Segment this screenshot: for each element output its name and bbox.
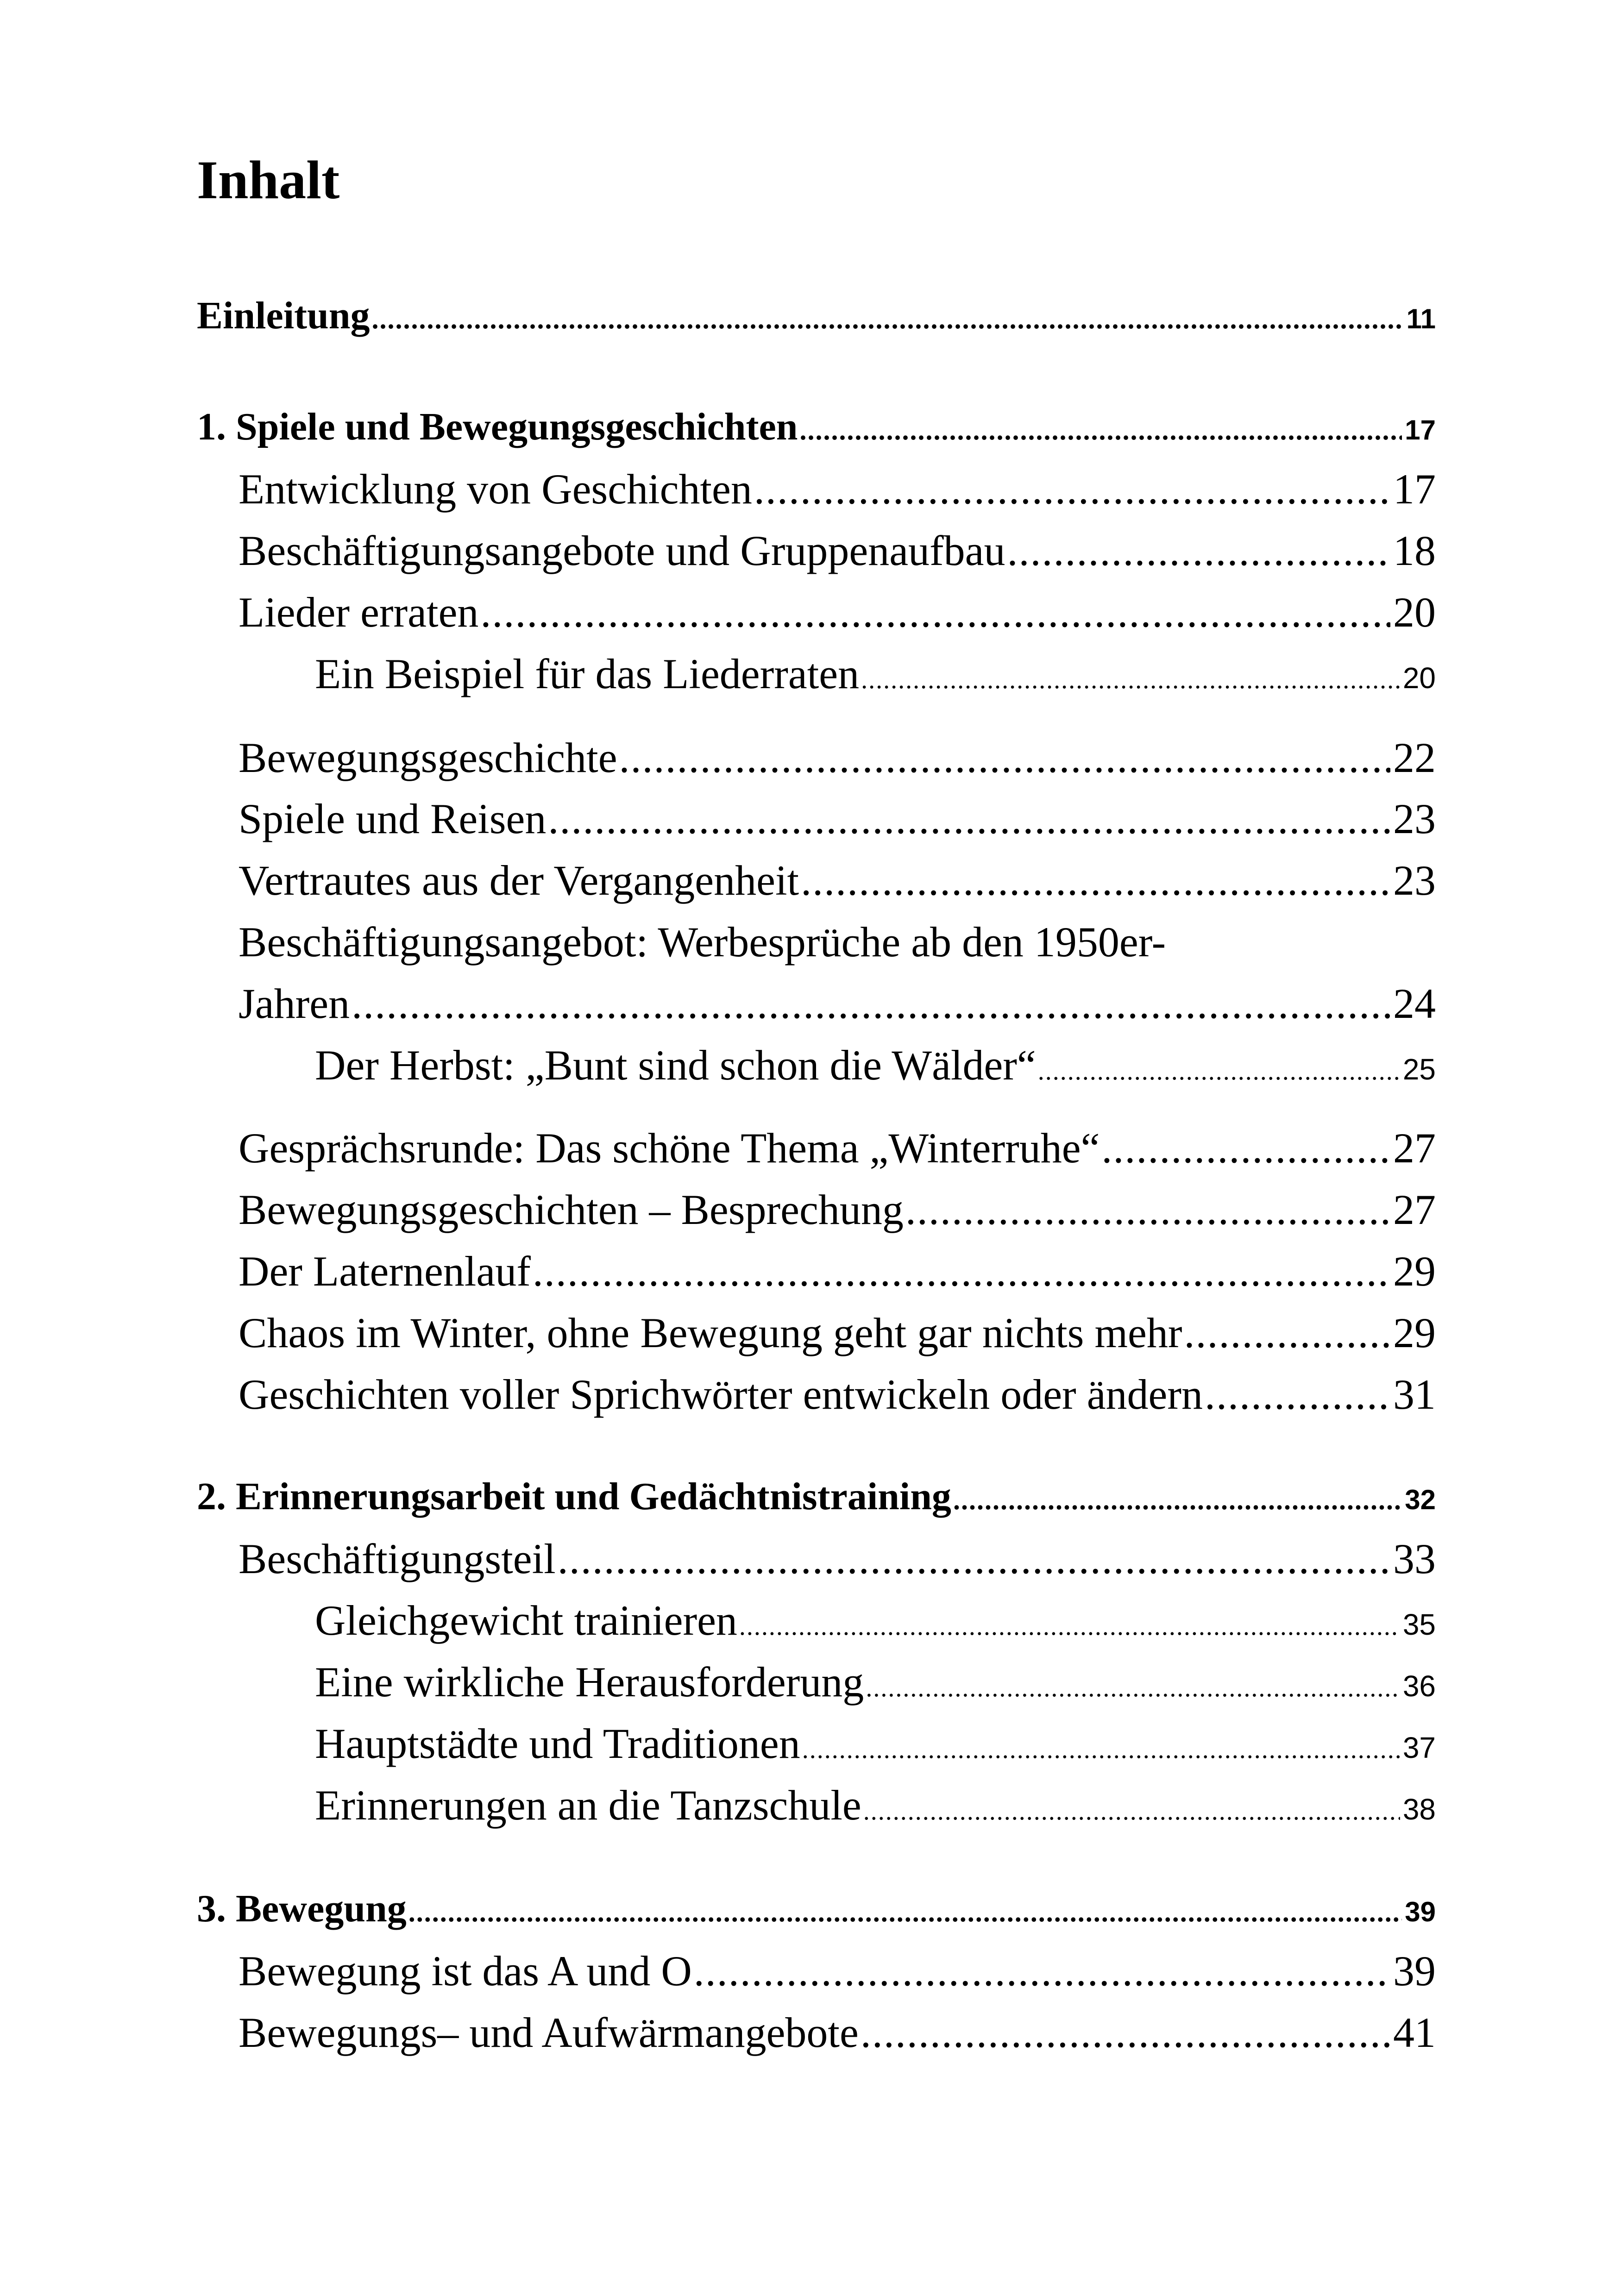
toc-entry[interactable] — [239, 1537, 1436, 1580]
toc-entry-einleitung[interactable] — [197, 296, 1436, 335]
toc-entry-label: Gesprächsrunde: Das schöne Thema „Winterruhe“ — [239, 1124, 1100, 1172]
toc-entry-label: Erinnerungen an die Tanzschule — [315, 1782, 861, 1829]
dot-leader — [754, 468, 1390, 510]
toc-page-number: 27 — [1393, 1124, 1436, 1172]
dot-leader — [861, 2011, 1390, 2054]
toc-subentry[interactable] — [315, 1658, 1436, 1706]
toc-entry-label: Spiele und Reisen — [239, 795, 547, 842]
toc-entry-label: Chaos im Winter, ohne Bewegung geht gar nichts mehr — [239, 1309, 1182, 1356]
toc-entry-label: Lieder erraten — [239, 589, 479, 636]
dot-leader — [408, 1898, 1402, 1926]
toc-entry-label: 1. Spiele und Bewegungsgeschichten — [197, 405, 798, 448]
toc-subentry[interactable] — [315, 1782, 1436, 1829]
toc-entry[interactable] — [239, 1947, 1436, 1995]
toc-entry[interactable] — [239, 1373, 1436, 1416]
dot-leader — [352, 982, 1390, 1025]
toc-entry-label: Bewegungsgeschichten – Besprechung — [239, 1186, 904, 1233]
toc-entry-label: Entwicklung von Geschichten — [239, 465, 752, 513]
toc-entry-label: Bewegung ist das A und O — [239, 1947, 692, 1995]
dot-leader — [548, 797, 1390, 840]
toc-entry[interactable] — [239, 465, 1436, 513]
toc-entry-label: 3. Bewegung — [197, 1887, 407, 1930]
toc-entry-label: Beschäftigungsangebote und Gruppenaufbau — [239, 527, 1005, 574]
dot-leader — [866, 1675, 1400, 1701]
toc-entry[interactable] — [239, 859, 1436, 902]
toc-entry-label-line2: Jahren — [239, 980, 350, 1027]
toc-page-number: 32 — [1405, 1484, 1436, 1515]
toc-entry-label: Ein Beispiel für das Liederraten — [315, 650, 860, 697]
toc-entry-label: Eine wirkliche Herausforderung — [315, 1658, 864, 1706]
dot-leader — [861, 667, 1400, 693]
toc-page-number: 27 — [1393, 1186, 1436, 1233]
dot-leader — [1038, 1058, 1400, 1084]
toc-page-number: 17 — [1405, 414, 1436, 445]
toc-subentry[interactable] — [315, 1041, 1436, 1089]
dot-leader — [371, 305, 1403, 333]
toc-entry-label: Bewegungsgeschichte — [239, 734, 617, 781]
toc-entry-label: Vertrautes aus der Vergangenheit — [239, 857, 799, 904]
toc-page-number: 23 — [1393, 795, 1436, 842]
toc-entry-label: Gleichgewicht trainieren — [315, 1597, 737, 1644]
dot-leader — [533, 1250, 1390, 1292]
toc-page-number: 11 — [1406, 303, 1436, 334]
toc-entry-label: Der Herbst: „Bunt sind schon die Wälder“ — [315, 1041, 1036, 1089]
toc-entry-label: Geschichten voller Sprichwörter entwickeln oder ändern — [239, 1371, 1203, 1418]
toc-page-number: 29 — [1393, 1248, 1436, 1295]
dot-leader — [953, 1486, 1402, 1514]
toc-subentry[interactable] — [315, 1722, 1436, 1765]
toc-entry[interactable] — [239, 1311, 1436, 1354]
toc-page-number: 39 — [1393, 1947, 1436, 1995]
toc-entry-label: Bewegungs– und Aufwärmangebote — [239, 2009, 859, 2056]
toc-page-number: 36 — [1402, 1669, 1436, 1703]
toc-page-number: 37 — [1402, 1731, 1436, 1764]
toc-page-number: 35 — [1402, 1608, 1436, 1641]
toc-entry-label: Einleitung — [197, 294, 370, 337]
toc-page-number: 29 — [1393, 1309, 1436, 1356]
toc-page-number: 20 — [1402, 661, 1436, 695]
toc-subentry[interactable] — [315, 1599, 1436, 1642]
toc-entry-label-line1[interactable]: Beschäftigungsangebot: Werbesprüche ab den 1950er- — [239, 918, 1166, 966]
page-title: Inhalt — [197, 150, 340, 210]
dot-leader — [863, 1798, 1400, 1824]
dot-leader — [801, 859, 1390, 902]
toc-page-number: 38 — [1402, 1793, 1436, 1826]
toc-chapter-2[interactable] — [197, 1477, 1436, 1516]
toc-entry[interactable] — [239, 1248, 1436, 1295]
toc-entry-label: 2. Erinnerungsarbeit und Gedächtnistraining — [197, 1475, 951, 1518]
dot-leader — [1184, 1311, 1390, 1354]
toc-page-number: 23 — [1393, 857, 1436, 904]
dot-leader — [558, 1537, 1390, 1580]
dot-leader — [1007, 529, 1390, 572]
toc-entry[interactable] — [239, 1188, 1436, 1231]
toc-chapter-1[interactable] — [197, 405, 1436, 448]
toc-entry-label: Hauptstädte und Traditionen — [315, 1720, 800, 1767]
toc-page-number: 18 — [1393, 527, 1436, 574]
dot-leader — [694, 1950, 1390, 1992]
dot-leader — [739, 1613, 1400, 1639]
toc-page-number: 41 — [1393, 2009, 1436, 2056]
dot-leader — [1205, 1373, 1390, 1416]
toc-entry[interactable] — [239, 1124, 1436, 1172]
toc-page-number: 33 — [1393, 1535, 1436, 1582]
toc-entry[interactable] — [239, 529, 1436, 572]
toc-page-number: 22 — [1393, 734, 1436, 781]
dot-leader — [619, 736, 1390, 779]
toc-page-number: 17 — [1393, 465, 1436, 513]
toc-entry[interactable] — [239, 797, 1436, 840]
toc-page-number: 20 — [1393, 589, 1436, 636]
toc-chapter-3[interactable] — [197, 1889, 1436, 1928]
dot-leader — [1101, 1127, 1390, 1169]
toc-entry[interactable] — [239, 982, 1436, 1025]
toc-page-number: 39 — [1405, 1896, 1436, 1927]
dot-leader — [802, 1737, 1400, 1763]
toc-entry[interactable] — [239, 2011, 1436, 2054]
dot-leader — [800, 416, 1402, 444]
toc-entry-label: Der Laternenlauf — [239, 1248, 531, 1295]
dot-leader — [480, 591, 1390, 634]
toc-page-number: 25 — [1402, 1053, 1436, 1086]
toc-entry[interactable] — [239, 591, 1436, 634]
dot-leader — [905, 1188, 1390, 1231]
toc-entry[interactable] — [239, 736, 1436, 779]
toc-page-number: 31 — [1393, 1371, 1436, 1418]
toc-entry-label: Beschäftigungsteil — [239, 1535, 556, 1582]
toc-subentry[interactable] — [315, 652, 1436, 695]
toc-page-number: 24 — [1393, 980, 1436, 1027]
